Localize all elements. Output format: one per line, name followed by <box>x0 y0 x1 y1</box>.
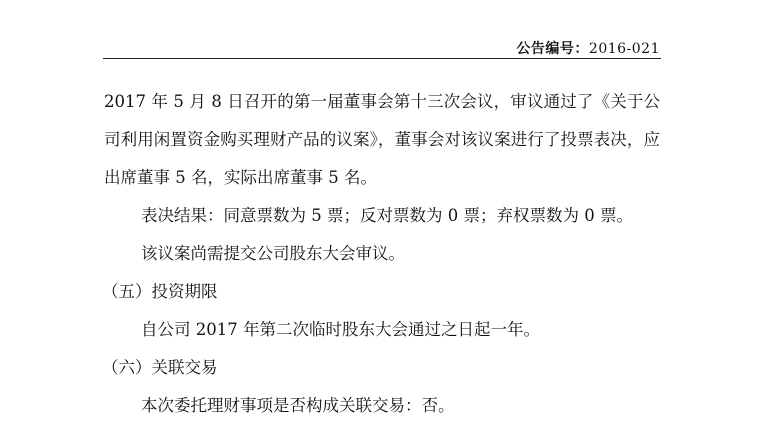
section-heading-related-transaction: （六）关联交易 <box>102 358 218 377</box>
paragraph-meeting: 2017 年 5 月 8 日召开的第一届董事会第十三次会议，审议通过了《关于公司利用闲置资金购买理财产品的议案》，董事会对该议案进行了投票表决，应出席董事 5 名，实际出席董事 5 名。 <box>104 92 660 187</box>
paragraph-vote-result: 表决结果：同意票数为 5 票；反对票数为 0 票；弃权票数为 0 票。 <box>141 206 633 225</box>
paragraph-investment-term: 自公司 2017 年第二次临时股东大会通过之日起一年。 <box>141 320 540 339</box>
announcement-number-value: 2016-021 <box>588 41 660 57</box>
header-rule <box>103 58 661 59</box>
section-heading-investment-term: （五）投资期限 <box>102 282 218 301</box>
paragraph-related-transaction: 本次委托理财事项是否构成关联交易：否。 <box>141 396 455 415</box>
announcement-number <box>516 38 660 58</box>
paragraph-shareholder-review: 该议案尚需提交公司股东大会审议。 <box>141 244 405 263</box>
document-body <box>104 83 660 425</box>
announcement-number-label: 公告编号： <box>516 41 589 57</box>
